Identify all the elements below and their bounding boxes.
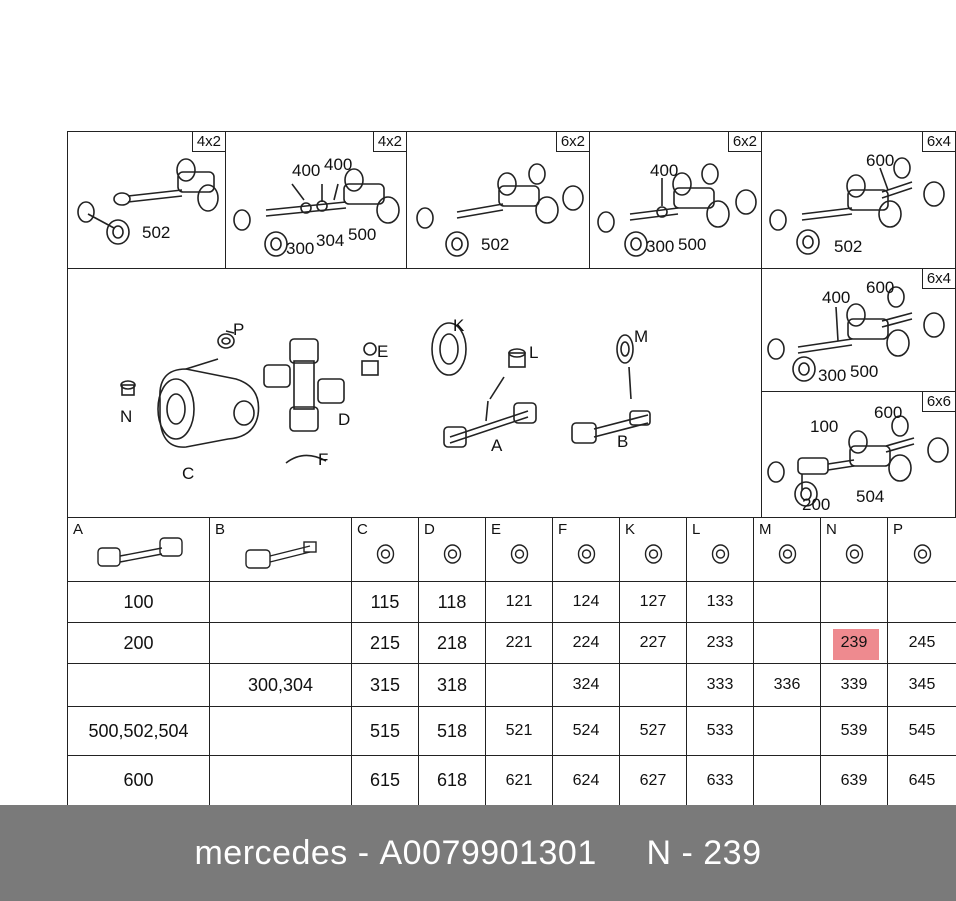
table-cell: 615 bbox=[351, 755, 419, 806]
table-cell: 600 bbox=[67, 755, 210, 806]
item-label: 400 bbox=[292, 161, 321, 180]
footer-banner bbox=[0, 805, 956, 901]
item-label: 200 bbox=[802, 495, 831, 514]
part-thumbnail-icon bbox=[620, 518, 687, 582]
table-cell: 218 bbox=[418, 622, 486, 664]
column-letter: B bbox=[215, 521, 226, 538]
table-cell bbox=[209, 622, 352, 664]
part-letter: F bbox=[318, 450, 329, 469]
variant-panel-3 bbox=[406, 131, 590, 269]
column-header-k bbox=[619, 517, 687, 582]
column-letter: P bbox=[893, 521, 904, 538]
item-label: 400 bbox=[324, 155, 353, 174]
table-cell: 227 bbox=[619, 622, 687, 664]
item-label: 500 bbox=[850, 362, 879, 381]
item-label: 502 bbox=[142, 223, 171, 242]
part-letter: K bbox=[453, 316, 465, 335]
table-cell: 533 bbox=[686, 706, 754, 756]
part-thumbnail-icon bbox=[419, 518, 486, 582]
column-header-d bbox=[418, 517, 486, 582]
part-thumbnail-icon bbox=[68, 518, 210, 582]
table-cell: 215 bbox=[351, 622, 419, 664]
table-cell: 639 bbox=[820, 755, 888, 806]
table-cell: 524 bbox=[552, 706, 620, 756]
part-letter: P bbox=[233, 320, 245, 339]
table-cell: 521 bbox=[485, 706, 553, 756]
item-label: 100 bbox=[810, 417, 839, 436]
variant-tag: 6x2 bbox=[556, 132, 589, 152]
item-label: 400 bbox=[650, 161, 679, 180]
table-cell: 333 bbox=[686, 663, 754, 707]
table-cell: 127 bbox=[619, 581, 687, 623]
item-label: 504 bbox=[856, 487, 885, 506]
table-cell: 221 bbox=[485, 622, 553, 664]
item-label: 600 bbox=[866, 151, 895, 170]
table-cell bbox=[209, 755, 352, 806]
part-letter: B bbox=[617, 432, 629, 451]
column-header-e bbox=[485, 517, 553, 582]
column-letter: E bbox=[491, 521, 502, 538]
table-cell: 121 bbox=[485, 581, 553, 623]
table-cell bbox=[887, 581, 956, 623]
table-cell: 621 bbox=[485, 755, 553, 806]
part-thumbnail-icon bbox=[352, 518, 419, 582]
table-cell bbox=[619, 663, 687, 707]
variant-panel-2 bbox=[225, 131, 407, 269]
column-letter: D bbox=[424, 521, 435, 538]
table-cell: 318 bbox=[418, 663, 486, 707]
column-header-f bbox=[552, 517, 620, 582]
table-cell: 500,502,504 bbox=[67, 706, 210, 756]
exploded-view-panel bbox=[67, 268, 762, 518]
variant-tag: 4x2 bbox=[373, 132, 406, 152]
table-cell: 233 bbox=[686, 622, 754, 664]
part-thumbnail-icon bbox=[210, 518, 352, 582]
table-cell: 133 bbox=[686, 581, 754, 623]
item-label: 300 bbox=[286, 239, 315, 258]
table-cell bbox=[753, 706, 821, 756]
column-letter: A bbox=[73, 521, 84, 538]
driveline-sketch bbox=[226, 132, 407, 269]
table-cell bbox=[753, 581, 821, 623]
table-cell: 239 bbox=[820, 622, 888, 664]
column-letter: F bbox=[558, 521, 568, 538]
variant-tag: 6x4 bbox=[922, 269, 955, 289]
part-letter: C bbox=[182, 464, 195, 483]
table-cell: 115 bbox=[351, 581, 419, 623]
table-cell: 100 bbox=[67, 581, 210, 623]
table-cell: 618 bbox=[418, 755, 486, 806]
table-cell: 300,304 bbox=[209, 663, 352, 707]
variant-panel-5 bbox=[761, 131, 956, 269]
variant-tag: 6x2 bbox=[728, 132, 761, 152]
part-number: A0079901301 bbox=[379, 833, 597, 872]
item-label: 600 bbox=[874, 403, 903, 422]
separator: - bbox=[347, 833, 380, 872]
part-thumbnail-icon bbox=[486, 518, 553, 582]
item-label: 400 bbox=[822, 288, 851, 307]
part-letter: D bbox=[338, 410, 351, 429]
table-cell: 515 bbox=[351, 706, 419, 756]
table-cell bbox=[820, 581, 888, 623]
column-header-n bbox=[820, 517, 888, 582]
column-letter: N bbox=[826, 521, 837, 538]
part-letter: M bbox=[634, 327, 649, 346]
table-cell: 336 bbox=[753, 663, 821, 707]
driveline-sketch bbox=[407, 132, 590, 269]
part-letter: L bbox=[529, 343, 539, 362]
gap bbox=[597, 834, 647, 873]
column-header-a bbox=[67, 517, 210, 582]
variant-panel-1 bbox=[67, 131, 226, 269]
table-cell bbox=[209, 706, 352, 756]
table-cell: 324 bbox=[552, 663, 620, 707]
table-cell: 645 bbox=[887, 755, 956, 806]
driveline-sketch bbox=[590, 132, 762, 269]
item-label: 502 bbox=[481, 235, 510, 254]
flange-yoke-shape bbox=[160, 369, 259, 447]
table-cell: 539 bbox=[820, 706, 888, 756]
table-cell: 124 bbox=[552, 581, 620, 623]
column-header-m bbox=[753, 517, 821, 582]
part-thumbnail-icon bbox=[754, 518, 821, 582]
table-cell: 545 bbox=[887, 706, 956, 756]
column-letter: L bbox=[692, 521, 701, 538]
column-header-l bbox=[686, 517, 754, 582]
table-cell: 627 bbox=[619, 755, 687, 806]
column-letter: K bbox=[625, 521, 636, 538]
item-label: 502 bbox=[834, 237, 863, 256]
column-header-p bbox=[887, 517, 956, 582]
item-label: 500 bbox=[348, 225, 377, 244]
part-thumbnail-icon bbox=[821, 518, 888, 582]
table-cell: 200 bbox=[67, 622, 210, 664]
table-cell: 339 bbox=[820, 663, 888, 707]
table-cell bbox=[67, 663, 210, 707]
item-label: 600 bbox=[866, 278, 895, 297]
variant-panel-4 bbox=[589, 131, 762, 269]
table-cell: 527 bbox=[619, 706, 687, 756]
column-letter: C bbox=[357, 521, 368, 538]
table-cell bbox=[753, 755, 821, 806]
column-letter: M bbox=[759, 521, 772, 538]
part-thumbnail-icon bbox=[687, 518, 754, 582]
variant-panel-7 bbox=[761, 391, 956, 518]
table-cell: 315 bbox=[351, 663, 419, 707]
column-header-b bbox=[209, 517, 352, 582]
item-label: 300 bbox=[646, 237, 675, 256]
table-cell: 118 bbox=[418, 581, 486, 623]
part-thumbnail-icon bbox=[888, 518, 956, 582]
part-letter: A bbox=[491, 436, 503, 455]
table-cell: 633 bbox=[686, 755, 754, 806]
brand-name: mercedes bbox=[194, 833, 348, 872]
item-label: 300 bbox=[818, 366, 847, 385]
table-cell: 345 bbox=[887, 663, 956, 707]
part-thumbnail-icon bbox=[553, 518, 620, 582]
part-letter: N bbox=[120, 407, 133, 426]
driveline-sketch bbox=[762, 132, 956, 269]
table-cell: 518 bbox=[418, 706, 486, 756]
part-letter: E bbox=[377, 342, 389, 361]
table-cell bbox=[485, 663, 553, 707]
variant-tag: 6x4 bbox=[922, 132, 955, 152]
table-cell bbox=[209, 581, 352, 623]
reference-label: N - 239 bbox=[646, 833, 762, 872]
table-cell: 624 bbox=[552, 755, 620, 806]
driveline-sketch bbox=[68, 132, 226, 269]
table-cell: 224 bbox=[552, 622, 620, 664]
table-cell: 245 bbox=[887, 622, 956, 664]
item-label: 304 bbox=[316, 231, 345, 250]
table-cell bbox=[753, 622, 821, 664]
variant-panel-6 bbox=[761, 268, 956, 392]
item-label: 500 bbox=[678, 235, 707, 254]
exploded-view bbox=[68, 269, 762, 518]
column-header-c bbox=[351, 517, 419, 582]
variant-tag: 6x6 bbox=[922, 392, 955, 412]
variant-tag: 4x2 bbox=[192, 132, 225, 152]
